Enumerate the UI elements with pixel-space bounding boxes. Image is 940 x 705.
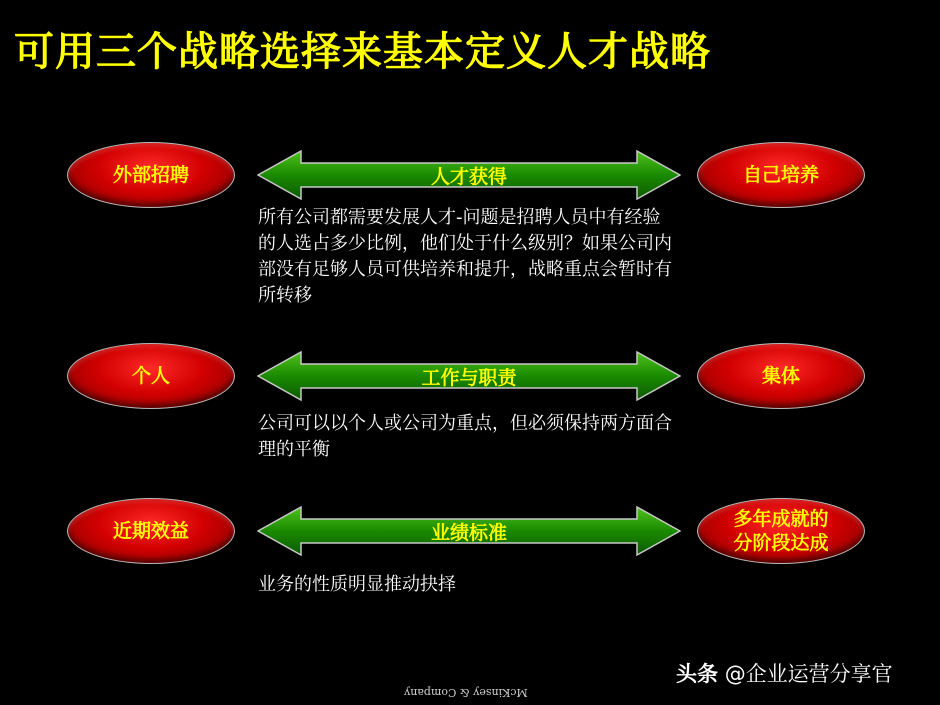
double-arrow-talent-acquisition bbox=[257, 149, 681, 201]
row-description: 业务的性质明显推动抉择 bbox=[258, 574, 456, 595]
left-oval-short-term-benefit bbox=[67, 498, 235, 564]
oval-label-line-2: 分阶段达成 bbox=[733, 532, 829, 554]
right-oval-self-development bbox=[697, 142, 865, 208]
left-oval-external-recruitment bbox=[67, 142, 235, 208]
footer-company: McKinsey & Company bbox=[404, 686, 528, 699]
oval-label: 近期效益 bbox=[112, 520, 189, 542]
arrow-label: 工作与职责 bbox=[421, 366, 517, 389]
right-oval-collective bbox=[697, 343, 865, 409]
double-arrow-work-duties bbox=[257, 350, 681, 402]
oval-label: 自己培养 bbox=[742, 164, 819, 186]
watermark-handle: @企业运营分享官 bbox=[724, 662, 893, 686]
double-arrow-performance-standard bbox=[257, 505, 681, 557]
row-description: 所有公司都需要发展人才-问题是招聘人员中有经验的人选占多少比例，他们处于什么级别？如果公司内部没有足够人员可供培养和提升，战略重点会暂时有所转移 bbox=[258, 207, 672, 306]
row-description: 公司可以以个人或公司为重点，但必须保持两方面合理的平衡 bbox=[258, 413, 672, 460]
oval-label: 外部招聘 bbox=[112, 164, 189, 186]
oval-label-line-1: 多年成就的 bbox=[733, 508, 829, 530]
left-oval-individual bbox=[67, 343, 235, 409]
page-title: 可用三个战略选择来基本定义人才战略 bbox=[14, 29, 711, 75]
watermark-brand: 头条 bbox=[676, 662, 718, 686]
right-oval-multi-year-achievement bbox=[697, 498, 865, 564]
watermark bbox=[676, 658, 893, 688]
arrow-label: 人才获得 bbox=[430, 165, 507, 188]
arrow-label: 业绩标准 bbox=[430, 521, 507, 544]
oval-label: 个人 bbox=[131, 365, 170, 387]
oval-label: 集体 bbox=[761, 365, 800, 387]
